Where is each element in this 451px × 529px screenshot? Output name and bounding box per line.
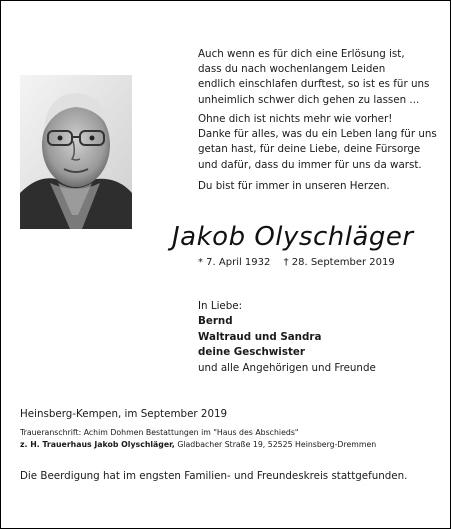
verse-closing-line [198,179,390,194]
verse-first-stanza [198,47,429,108]
verse-line: endlich einschlafen durftest, so ist es für uns [198,78,430,91]
deceased-name: Jakob Olyschläger [172,222,414,252]
verse-line: unheimlich schwer dich gehen zu lassen ... [198,93,420,106]
verse-second-stanza [198,112,437,173]
mourner-name: Bernd [198,315,233,328]
mourners-closing: und alle Angehörigen und Freunde [198,361,376,374]
place-and-date: Heinsberg-Kempen, im September 2019 [20,408,228,420]
verse-line: getan hast, für deine Liebe, deine Fürsorge [198,143,421,156]
verse-line: Auch wenn es für dich eine Erlösung ist, [198,48,405,60]
death-date: † 28. September 2019 [283,257,395,268]
verse-line: Ohne dich ist nichts mehr wie vorher! [198,113,393,125]
life-dates [198,257,405,268]
mourner-name: deine Geschwister [198,346,305,359]
burial-notice: Die Beerdigung hat im engsten Familien- und Freundeskreis stattgefunden. [20,470,408,482]
birth-date: * 7. April 1932 [198,257,271,268]
address-recipient: z. H. Trauerhaus Jakob Olyschläger, [20,439,175,449]
verse-line: Danke für alles, was du ein Leben lang für uns [198,128,437,141]
mourners-block [198,299,376,376]
mourners-intro: In Liebe: [198,300,243,312]
mourner-name: Waltraud und Sandra [198,330,322,343]
mourning-address [20,427,376,450]
verse-line: Du bist für immer in unseren Herzen. [198,180,390,192]
address-street: Gladbacher Straße 19, 52525 Heinsberg-Dremmen [174,439,377,449]
verse-line: und dafür, dass du immer für uns da warst. [198,158,422,171]
address-line-2 [20,439,376,451]
address-line-1: Traueranschrift: Achim Dohmen Bestattungen im "Haus des Abschieds" [20,428,299,437]
verse-line: dass du nach wochenlangem Leiden [198,63,386,76]
portrait-photo [20,75,132,229]
